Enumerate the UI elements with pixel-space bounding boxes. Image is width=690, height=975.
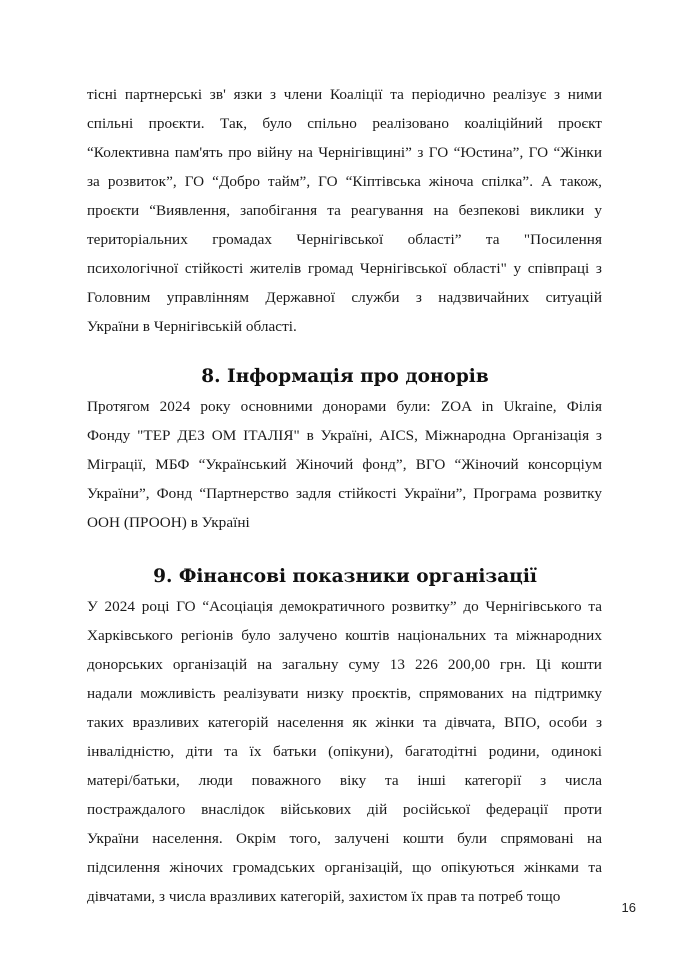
text-line: Протягом 2024 року основними донорами були: ZOA in Ukraine, Філія bbox=[87, 398, 602, 415]
text-line: України населення. Окрім того, залучені кошти були спрямовані на bbox=[87, 830, 602, 847]
text-line: Фонду "ТЕР ДЕЗ ОМ ІТАЛІЯ" в Україні, AICS, Міжнародна Організація з bbox=[87, 427, 602, 444]
text-line: матері/батьки, люди поважного віку та інші категорії з числа bbox=[87, 772, 602, 789]
section-8-paragraph bbox=[87, 392, 602, 537]
text-line: У 2024 році ГО “Асоціація демократичного розвитку” до Чернігівського та bbox=[87, 598, 602, 615]
text-line: Міграції, МБФ “Український Жіночий фонд”, ВГО “Жіночий консорціум bbox=[87, 456, 602, 473]
page-number: 16 bbox=[621, 900, 636, 915]
text-line: тісні партнерські зв' язки з члени Коаліції та періодично реалізує з ними bbox=[87, 86, 602, 103]
text-line: Харківського регіонів було залучено коштів національних та міжнародних bbox=[87, 627, 602, 644]
text-line: України в Чернігівській області. bbox=[87, 318, 297, 335]
text-line: проєкти “Виявлення, запобігання та реагування на безпекові виклики у bbox=[87, 202, 602, 219]
section-8-heading: 8. Інформація про донорів bbox=[201, 366, 489, 387]
text-line: підсилення жіночих громадських організацій, що опікуються жінками та bbox=[87, 859, 602, 876]
text-line: територіальних громадах Чернігівської області” та "Посилення bbox=[87, 231, 602, 248]
text-line: інвалідністю, діти та їх батьки (опікуни), багатодітні родини, одинокі bbox=[87, 743, 602, 760]
text-line: спільні проєкти. Так, було спільно реалізовано коаліційний проєкт bbox=[87, 115, 602, 132]
intro-paragraph bbox=[87, 80, 602, 341]
text-line: таких вразливих категорій населення як жінки та дівчата, ВПО, особи з bbox=[87, 714, 602, 731]
section-9-paragraph bbox=[87, 592, 602, 911]
text-line: за розвиток”, ГО “Добро тайм”, ГО “Кіптівська жіноча спілка”. А також, bbox=[87, 173, 602, 190]
text-line: ООН (ПРООН) в Україні bbox=[87, 514, 250, 531]
text-line: психологічної стійкості жителів громад Чернігівської області" у співпраці з bbox=[87, 260, 602, 277]
text-line: надали можливість реалізувати низку проєктів, спрямованих на підтримку bbox=[87, 685, 602, 702]
section-9-heading: 9. Фінансові показники організації bbox=[153, 566, 537, 587]
text-line: донорських організацій на загальну суму 13 226 200,00 грн. Ці кошти bbox=[87, 656, 602, 673]
text-line: Головним управлінням Державної служби з надзвичайних ситуацій bbox=[87, 289, 602, 306]
text-line: дівчатами, з числа вразливих категорій, захистом їх прав та потреб тощо bbox=[87, 888, 561, 905]
text-line: “Колективна пам'ять про війну на Чернігівщині” з ГО “Юстина”, ГО “Жінки bbox=[87, 144, 602, 161]
text-line: України”, Фонд “Партнерство задля стійкості України”, Програма розвитку bbox=[87, 485, 602, 502]
text-line: постраждалого внаслідок військових дій російської федерації проти bbox=[87, 801, 602, 818]
